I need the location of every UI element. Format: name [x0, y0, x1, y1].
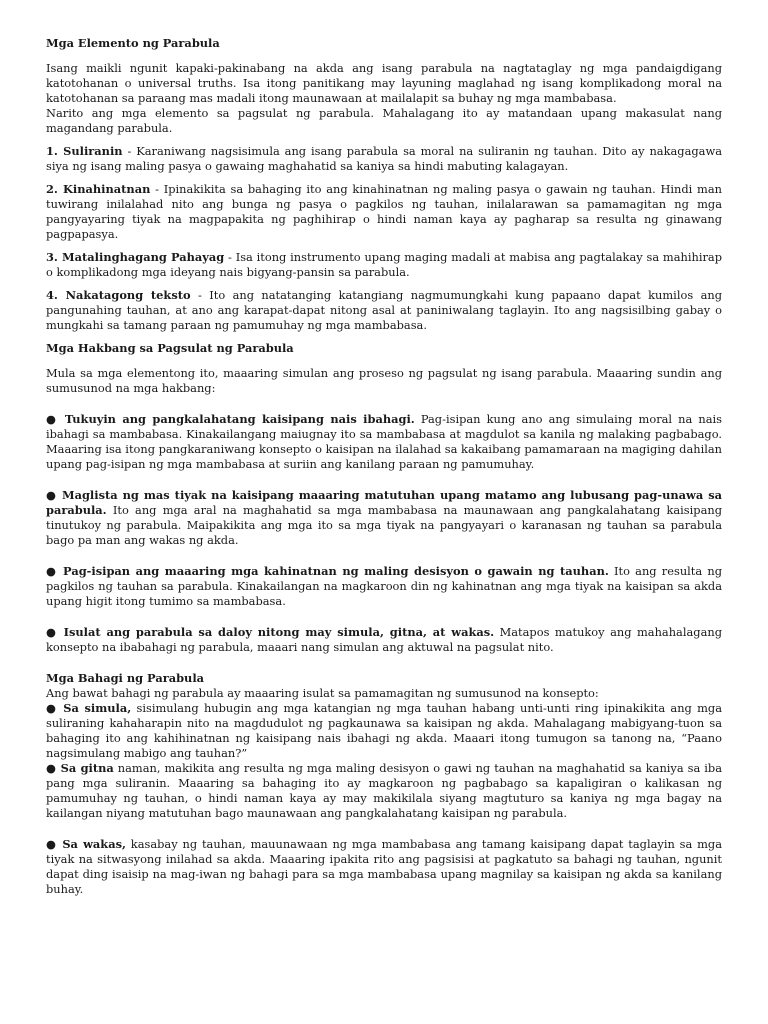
element-term: 2. Kinahinatnan — [46, 182, 151, 196]
section-heading-elements: Mga Elemento ng Parabula — [46, 36, 220, 50]
part-text: sisimulang hubugin ang mga katangian ng mga tauhan habang unti-unti ring ipinakikita ang mga suliraning kahaharapin nito na magdudulot ng pagkaunawa sa kaisipan ng akda. Mahalagang mabigyang-tuon sa bahaging ito ang kahihinatnan ng kaisipang nais ibahagi ng akda. Maaari itong tumugon sa tanong na, “Paano nagsimulang mabigo ang tauhan?” — [46, 701, 723, 760]
section-heading-parts: Mga Bahagi ng Parabula — [46, 671, 205, 685]
step-item — [46, 412, 722, 472]
element-text: - Karaniwang nagsisimula ang isang parabula sa moral na suliranin ng tauhan. Dito ay nakagagawa siya ng isang maling pasya o gawaing maghahatid sa kaniya sa hindi mabuting kalagayan. — [46, 144, 722, 173]
step-item — [46, 625, 722, 655]
intro-paragraph: Isang maikli ngunit kapaki-pakinabang na akda ang isang parabula na nagtataglay ng mga pandaigdigang katotohanan o universal truths. Isa itong panitikang may layuning maglahad ng isang komplikadong moral na katotohanan sa paraang mas madali itong maunawaan at mailalapit sa buhay ng mga mambabasa. — [46, 61, 722, 105]
part-item — [46, 761, 722, 821]
part-text: naman, makikita ang resulta ng mga maling desisyon o gawi ng tauhan na maghahatid sa kaniya sa iba pang mga suliranin. Maaaring sa bahaging ito ay magkaroon ng pagbabago sa kapaligiran o kalikasan ng pamumuhay ng tauhan, o hindi naman kaya ay may makikilala siyang magtuturo sa kaniya ng mga bagay na kailangan niyang matutuhan bago maunawaan ang pangkalahatang kaisipan ng parabula. — [46, 761, 722, 820]
intro-paragraph-2: Narito ang mga elemento sa pagsulat ng parabula. Mahalagang ito ay matandaan upang makasulat nang magandang parabula. — [46, 106, 722, 135]
step-text: Matapos matukoy ang mahahalagang konsepto na ibabahagi ng parabula, maaari nang simulan ang aktuwal na pagsulat nito. — [46, 625, 722, 654]
element-text: - Isa itong instrumento upang maging madali at mabisa ang pagtalakay sa mahihirap o komplikadong mga ideyang nais bigyang-pansin sa parabula. — [46, 250, 723, 279]
element-text: - Ito ang natatanging katangiang nagmumungkahi kung papaano dapat kumilos ang pangunahing tauhan, at ano ang karapat-dapat nitong asal at paniniwalang taglayin. Ito ang nagsisilbing gabay o mungkahi sa tamang paraan ng pamumuhay ng mga mambabasa. — [46, 288, 722, 332]
parts-intro: Ang bawat bahagi ng parabula ay maaaring isulat sa pamamagitan ng sumusunod na konsepto: — [46, 686, 599, 700]
element-item — [46, 288, 722, 333]
element-term: 3. Matalinghagang Pahayag — [46, 250, 225, 264]
steps-intro: Mula sa mga elementong ito, maaaring simulan ang proseso ng pagsulat ng isang parabula. Maaaring sundin ang sumusunod na mga hakbang: — [46, 366, 722, 395]
step-text: Ito ang mga aral na maghahatid sa mga mambabasa na maunawaan ang pangkalahatang kaisipang tinutukoy ng parabula. Maipakikita ang mga ito sa mga tiyak na pangyayari o karanasan ng tauhan sa parabula bago pa man ang wakas ng akda. — [46, 503, 722, 547]
part-bold: ● Sa simula, — [46, 701, 132, 715]
part-bold: ● Sa wakas, — [46, 837, 126, 851]
element-item — [46, 144, 722, 174]
step-text: Pag-isipan kung ano ang simulaing moral na nais ibahagi sa mambabasa. Kinakailangang maiugnay ito sa mambabasa at magdulot sa kanila ng malaking pagbabago. Maaaring isa itong pangkaraniwang konsepto o kaisipan na ilalahad sa kakaibang pamamaraan na magiging dahilan upang pag-isipan ng mga mambabasa at suriin ang kanilang paraan ng pamumuhay. — [46, 412, 722, 471]
element-item — [46, 182, 722, 242]
element-text: - Ipinakikita sa bahaging ito ang kinahinatnan ng maling pasya o gawain ng tauhan. Hindi man tuwirang inilalahad nito ang bunga ng pasya o pagkilos ng tauhan, inilalarawan sa pamamagitan ng mga pangyayaring tiyak na magpapakita ng paghihirap o hindi naman kaya ay pagharap sa resulta ng ginawang pagpapasya. — [46, 182, 722, 241]
step-bold: ● Tukuyin ang pangkalahatang kaisipang nais ibahagi. — [46, 412, 415, 426]
part-bold: ● Sa gitna — [46, 761, 114, 775]
step-item — [46, 488, 722, 548]
step-item — [46, 564, 722, 609]
part-item — [46, 701, 722, 761]
part-item — [46, 837, 722, 897]
element-term: 1. Suliranin — [46, 144, 123, 158]
part-text: kasabay ng tauhan, mauunawaan ng mga mambabasa ang tamang kaisipang dapat taglayin sa mga tiyak na sitwasyong inilahad sa akda. Maaaring ipakita rito ang pagsisisi at pagkatuto sa bahagi ng tauhan, ngunit dapat ding isaisip na mag-iwan ng bahagi para sa mga mambabasa upang magnilay sa kaisipan ng akda sa kanilang buhay. — [46, 837, 722, 896]
step-bold: ● Maglista ng mas tiyak na kaisipang maaaring matutuhan upang matamo ang lubusang pag-unawa sa parabula. — [46, 488, 722, 517]
step-text: Ito ang resulta ng pagkilos ng tauhan sa parabula. Kinakailangan na magkaroon din ng kahinatnan ang mga tiyak na kaisipan sa akda upang higit itong tumimo sa mambabasa. — [46, 564, 722, 608]
step-bold: ● Pag-isipan ang maaaring mga kahinatnan ng maling desisyon o gawain ng tauhan. — [46, 564, 609, 578]
element-term: 4. Nakatagong teksto — [46, 288, 191, 302]
element-item — [46, 250, 722, 280]
section-heading-steps: Mga Hakbang sa Pagsulat ng Parabula — [46, 341, 294, 355]
step-bold: ● Isulat ang parabula sa daloy nitong may simula, gitna, at wakas. — [46, 625, 495, 639]
